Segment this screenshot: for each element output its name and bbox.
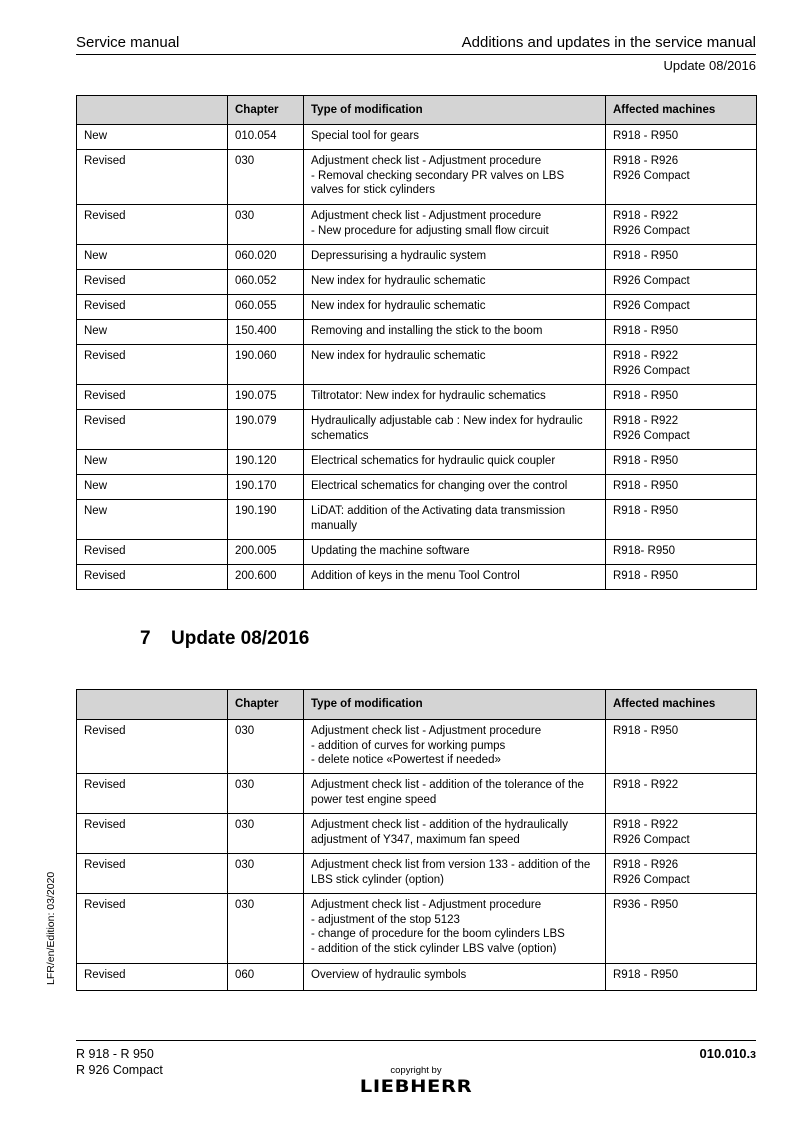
machines-line: R918 - R926 xyxy=(613,155,679,167)
machines-line: R918 - R950 xyxy=(613,969,679,981)
status-line: Revised xyxy=(84,819,126,831)
chapter-line: 190.060 xyxy=(235,350,277,362)
status-cell xyxy=(77,450,228,475)
machines-line: R918 - R950 xyxy=(613,130,679,142)
chapter-line: 030 xyxy=(235,725,255,737)
modification-line: power test engine speed xyxy=(311,793,437,806)
table-row xyxy=(77,320,757,345)
status-line: Revised xyxy=(84,570,126,582)
modification-line: - New procedure for adjusting small flow circuit xyxy=(311,224,549,237)
table-row xyxy=(77,270,757,295)
column-header-chapter: Chapter xyxy=(228,96,304,125)
chapter-line: 060.020 xyxy=(235,250,277,262)
machines-cell xyxy=(606,345,757,385)
modification-cell xyxy=(304,385,606,410)
table-row xyxy=(77,894,757,964)
status-cell xyxy=(77,814,228,854)
modification-line: Adjustment check list - addition of the hydraulically xyxy=(311,819,568,831)
machines-line: R918 - R950 xyxy=(613,480,679,492)
table-row xyxy=(77,720,757,774)
chapter-cell xyxy=(228,270,304,295)
status-line: New xyxy=(84,250,108,262)
status-cell xyxy=(77,410,228,450)
footer-rule xyxy=(76,1040,756,1041)
modification-line: - adjustment of the stop 5123 xyxy=(311,913,460,926)
modification-line: New index for hydraulic schematic xyxy=(311,300,486,312)
machines-cell xyxy=(606,150,757,205)
machines-cell xyxy=(606,565,757,590)
status-cell xyxy=(77,964,228,991)
status-cell xyxy=(77,565,228,590)
machines-line: R918 - R950 xyxy=(613,570,679,582)
chapter-line: 190.190 xyxy=(235,505,277,517)
chapter-line: 190.075 xyxy=(235,390,277,402)
machines-cell xyxy=(606,410,757,450)
machines-cell xyxy=(606,205,757,245)
status-cell xyxy=(77,774,228,814)
chapter-line: 060.052 xyxy=(235,275,277,287)
status-line: Revised xyxy=(84,300,126,312)
machines-cell xyxy=(606,774,757,814)
chapter-line: 190.170 xyxy=(235,480,277,492)
table-row xyxy=(77,385,757,410)
status-cell xyxy=(77,320,228,345)
status-cell xyxy=(77,385,228,410)
modification-cell xyxy=(304,295,606,320)
machines-line: R918 - R922 xyxy=(613,415,679,427)
modification-line: Overview of hydraulic symbols xyxy=(311,969,467,981)
footer-model-compact: R 926 Compact xyxy=(76,1063,163,1077)
modification-line: valves for stick cylinders xyxy=(311,184,435,196)
table-header-row xyxy=(77,96,757,125)
modification-line: Electrical schematics for hydraulic quick coupler xyxy=(311,455,556,467)
chapter-cell xyxy=(228,774,304,814)
chapter-cell xyxy=(228,320,304,345)
section-number: 7 xyxy=(140,628,151,649)
modification-cell xyxy=(304,964,606,991)
table-row xyxy=(77,565,757,590)
machines-line: R918 - R950 xyxy=(613,505,679,517)
modification-line: Updating the machine software xyxy=(311,545,470,557)
status-cell xyxy=(77,245,228,270)
modification-line: Electrical schematics for changing over the control xyxy=(311,480,568,492)
footer-model-range: R 918 - R 950 xyxy=(76,1047,154,1061)
page-number xyxy=(700,1046,756,1061)
status-cell xyxy=(77,295,228,320)
modification-line: Adjustment check list - Adjustment procedure xyxy=(311,899,542,911)
chapter-cell xyxy=(228,205,304,245)
modification-cell xyxy=(304,320,606,345)
machines-line: R918 - R950 xyxy=(613,325,679,337)
machines-line: R926 Compact xyxy=(613,364,690,377)
chapter-cell xyxy=(228,385,304,410)
modification-line: Removing and installing the stick to the boom xyxy=(311,325,543,337)
chapter-cell xyxy=(228,854,304,894)
chapter-line: 030 xyxy=(235,779,255,791)
chapter-cell xyxy=(228,500,304,540)
modification-cell xyxy=(304,774,606,814)
chapter-line: 190.120 xyxy=(235,455,277,467)
modification-cell xyxy=(304,500,606,540)
chapter-cell xyxy=(228,894,304,964)
status-cell xyxy=(77,720,228,774)
modification-line: Tiltrotator: New index for hydraulic schematics xyxy=(311,390,546,402)
chapter-cell xyxy=(228,475,304,500)
machines-line: R926 Compact xyxy=(613,873,690,886)
modification-line: LBS stick cylinder (option) xyxy=(311,873,444,886)
status-line: New xyxy=(84,130,108,142)
status-line: Revised xyxy=(84,155,126,167)
modification-cell xyxy=(304,150,606,205)
status-cell xyxy=(77,475,228,500)
section-heading xyxy=(140,628,309,650)
chapter-cell xyxy=(228,720,304,774)
status-line: Revised xyxy=(84,390,126,402)
machines-line: R926 Compact xyxy=(613,224,690,237)
status-line: Revised xyxy=(84,899,126,911)
modification-cell xyxy=(304,854,606,894)
modification-cell xyxy=(304,270,606,295)
machines-cell xyxy=(606,245,757,270)
header-manual-title: Service manual xyxy=(76,34,180,51)
machines-cell xyxy=(606,964,757,991)
status-cell xyxy=(77,125,228,150)
modification-cell xyxy=(304,205,606,245)
modification-line: - change of procedure for the boom cylinders LBS xyxy=(311,928,565,940)
modification-line: LiDAT: addition of the Activating data transmission xyxy=(311,505,566,517)
status-cell xyxy=(77,270,228,295)
chapter-cell xyxy=(228,964,304,991)
chapter-cell xyxy=(228,150,304,205)
modification-line: Adjustment check list - Adjustment procedure xyxy=(311,210,542,222)
modification-line: New index for hydraulic schematic xyxy=(311,350,486,362)
chapter-line: 030 xyxy=(235,899,255,911)
table-row xyxy=(77,150,757,205)
status-cell xyxy=(77,205,228,245)
modification-line: Adjustment check list - Adjustment procedure xyxy=(311,725,542,737)
table-row xyxy=(77,500,757,540)
modification-line: Adjustment check list - addition of the tolerance of the xyxy=(311,779,584,791)
modifications-table-1 xyxy=(76,95,757,590)
table-row xyxy=(77,245,757,270)
machines-line: R926 Compact xyxy=(613,429,690,442)
chapter-cell xyxy=(228,125,304,150)
section-title-text: Update 08/2016 xyxy=(171,628,310,649)
column-header-modification: Type of modification xyxy=(304,96,606,125)
modification-line: Adjustment check list - Adjustment procedure xyxy=(311,155,542,167)
machines-cell xyxy=(606,125,757,150)
status-line: Revised xyxy=(84,415,126,427)
status-line: Revised xyxy=(84,350,126,362)
table-header-row xyxy=(77,690,757,720)
machines-cell xyxy=(606,450,757,475)
table-row xyxy=(77,814,757,854)
machines-cell xyxy=(606,540,757,565)
machines-line: R926 Compact xyxy=(613,833,690,846)
chapter-line: 060 xyxy=(235,969,255,981)
modification-line: Adjustment check list from version 133 - addition of the xyxy=(311,859,591,871)
chapter-line: 030 xyxy=(235,155,255,167)
table-row xyxy=(77,345,757,385)
chapter-line: 150.400 xyxy=(235,325,277,337)
machines-cell xyxy=(606,720,757,774)
modifications-table-2 xyxy=(76,689,757,991)
machines-line: R918 - R922 xyxy=(613,210,679,222)
column-header-machines: Affected machines xyxy=(606,690,757,720)
chapter-cell xyxy=(228,540,304,565)
status-line: Revised xyxy=(84,859,126,871)
status-line: Revised xyxy=(84,779,126,791)
chapter-cell xyxy=(228,410,304,450)
machines-cell xyxy=(606,475,757,500)
chapter-line: 030 xyxy=(235,859,255,871)
table-row xyxy=(77,295,757,320)
modification-line: Special tool for gears xyxy=(311,130,420,142)
column-header-modification: Type of modification xyxy=(304,690,606,720)
modification-line: Hydraulically adjustable cab : New index for hydraulic xyxy=(311,415,583,427)
table-row xyxy=(77,774,757,814)
modification-line: adjustment of Y347, maximum fan speed xyxy=(311,833,520,846)
modification-line: schematics xyxy=(311,429,369,442)
chapter-line: 060.055 xyxy=(235,300,277,312)
machines-line: R918 - R950 xyxy=(613,250,679,262)
status-line: Revised xyxy=(84,275,126,287)
machines-line: R918 - R950 xyxy=(613,390,679,402)
modification-line: New index for hydraulic schematic xyxy=(311,275,486,287)
chapter-cell xyxy=(228,450,304,475)
machines-cell xyxy=(606,270,757,295)
machines-line: R926 Compact xyxy=(613,169,690,182)
machines-cell xyxy=(606,500,757,540)
column-header-machines: Affected machines xyxy=(606,96,757,125)
table-row xyxy=(77,964,757,991)
modification-cell xyxy=(304,540,606,565)
chapter-line: 200.005 xyxy=(235,545,277,557)
status-line: New xyxy=(84,455,108,467)
machines-line: R918 - R922 xyxy=(613,819,679,831)
header-section-title: Additions and updates in the service manual xyxy=(461,34,756,51)
machines-cell xyxy=(606,295,757,320)
status-line: Revised xyxy=(84,725,126,737)
table-row xyxy=(77,450,757,475)
machines-line: R918- R950 xyxy=(613,545,676,557)
machines-line: R918 - R950 xyxy=(613,455,679,467)
machines-cell xyxy=(606,320,757,345)
status-line: New xyxy=(84,325,108,337)
modification-cell xyxy=(304,410,606,450)
chapter-cell xyxy=(228,814,304,854)
copyright-text: copyright by xyxy=(390,1065,442,1076)
status-cell xyxy=(77,500,228,540)
column-header-status xyxy=(77,690,228,720)
modification-cell xyxy=(304,814,606,854)
status-line: New xyxy=(84,480,108,492)
chapter-line: 030 xyxy=(235,819,255,831)
status-line: Revised xyxy=(84,210,126,222)
chapter-cell xyxy=(228,295,304,320)
table-row xyxy=(77,410,757,450)
modification-line: - addition of the stick cylinder LBS valve (option) xyxy=(311,942,557,955)
modification-cell xyxy=(304,245,606,270)
table-row xyxy=(77,475,757,500)
chapter-line: 190.079 xyxy=(235,415,277,427)
machines-line: R936 - R950 xyxy=(613,899,679,911)
modification-line: Depressurising a hydraulic system xyxy=(311,250,487,262)
column-header-status xyxy=(77,96,228,125)
page-number-sub: 3 xyxy=(750,1049,756,1061)
status-cell xyxy=(77,540,228,565)
machines-line: R918 - R926 xyxy=(613,859,679,871)
machines-cell xyxy=(606,385,757,410)
column-header-chapter: Chapter xyxy=(228,690,304,720)
page-number-main: 010.010. xyxy=(699,1046,751,1061)
header-rule xyxy=(76,54,756,55)
machines-line: R918 - R922 xyxy=(613,779,679,791)
chapter-cell xyxy=(228,345,304,385)
machines-cell xyxy=(606,854,757,894)
status-cell xyxy=(77,345,228,385)
machines-line: R918 - R922 xyxy=(613,350,679,362)
status-cell xyxy=(77,854,228,894)
machines-line: R926 Compact xyxy=(613,275,690,287)
machines-line: R926 Compact xyxy=(613,300,690,312)
machines-cell xyxy=(606,814,757,854)
modification-line: - addition of curves for working pumps xyxy=(311,739,506,752)
modification-line: manually xyxy=(311,519,358,532)
modification-line: - delete notice «Powertest if needed» xyxy=(311,754,501,766)
modification-line: Addition of keys in the menu Tool Control xyxy=(311,570,520,582)
modification-line: - Removal checking secondary PR valves on LBS xyxy=(311,169,565,182)
modification-cell xyxy=(304,345,606,385)
chapter-line: 010.054 xyxy=(235,130,277,142)
table-row xyxy=(77,540,757,565)
edition-side-label: LFR/en/Edition: 03/2020 xyxy=(45,871,57,985)
chapter-cell xyxy=(228,565,304,590)
status-line: New xyxy=(84,505,108,517)
liebherr-logo: LIEBHERR xyxy=(359,1077,473,1097)
chapter-cell xyxy=(228,245,304,270)
modification-cell xyxy=(304,894,606,964)
modification-cell xyxy=(304,450,606,475)
modification-cell xyxy=(304,475,606,500)
table-row xyxy=(77,854,757,894)
status-line: Revised xyxy=(84,969,126,981)
modification-cell xyxy=(304,565,606,590)
status-cell xyxy=(77,150,228,205)
table-row xyxy=(77,125,757,150)
chapter-line: 200.600 xyxy=(235,570,277,582)
header-update-label: Update 08/2016 xyxy=(663,58,756,73)
modification-cell xyxy=(304,720,606,774)
chapter-line: 030 xyxy=(235,210,255,222)
machines-cell xyxy=(606,894,757,964)
table-row xyxy=(77,205,757,245)
machines-line: R918 - R950 xyxy=(613,725,679,737)
status-cell xyxy=(77,894,228,964)
modification-cell xyxy=(304,125,606,150)
status-line: Revised xyxy=(84,545,126,557)
